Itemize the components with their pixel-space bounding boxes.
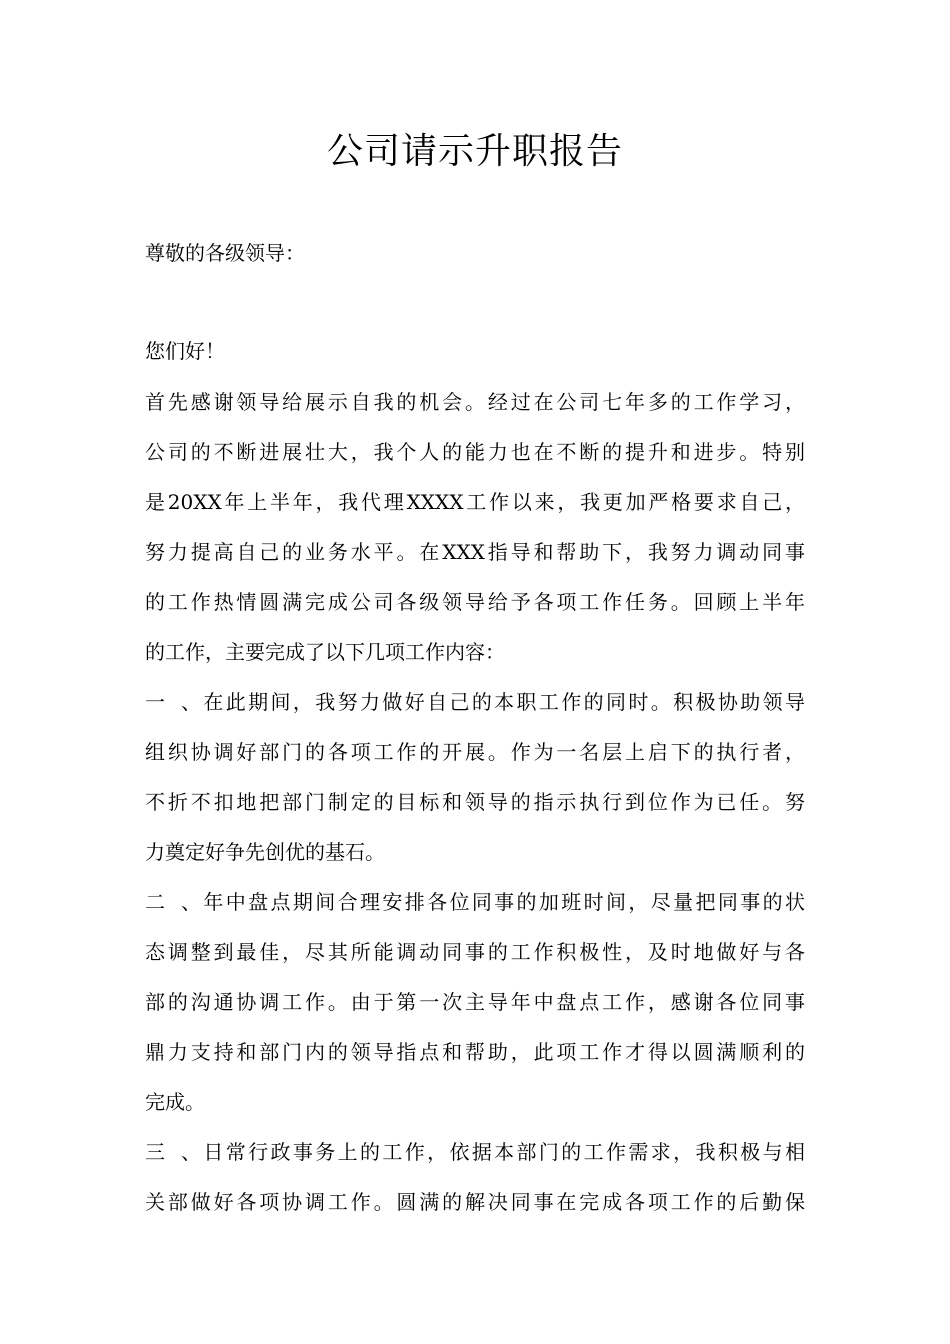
paragraph-line [145, 735, 805, 785]
paragraph-line [145, 835, 805, 885]
line-text: 完成。 [145, 1090, 205, 1114]
line-text: 态调整到最佳，尽其所能调动同事的工作积极性，及时地做好与各 [145, 940, 805, 964]
line-text: 关部做好各项协调工作。圆满的解决同事在完成各项工作的后勤保 [145, 1190, 805, 1214]
line-text: 不折不扣地把部门制定的目标和领导的指示执行到位作为已任。努 [145, 790, 805, 814]
greeting: 您们好！ [145, 339, 225, 363]
document-title: 公司请示升职报告 [326, 131, 623, 172]
line-text: 的工作，主要完成了以下几项工作内容： [145, 640, 505, 664]
paragraph-line [145, 435, 805, 485]
line-text: 部的沟通协调工作。由于第一次主导年中盘点工作，感谢各位同事 [145, 990, 805, 1014]
paragraph-line [145, 535, 805, 585]
line-text: 首先感谢领导给展示自我的机会。经过在公司七年多的工作学习， [145, 390, 805, 414]
paragraph-line [145, 585, 805, 635]
line-text: 力奠定好争先创优的基石。 [145, 840, 385, 864]
line-text: 的工作热情圆满完成公司各级领导给予各项工作任务。回顾上半年 [145, 590, 805, 614]
line-text: 是20XX年上半年，我代理XXXX工作以来，我更加严格要求自己， [145, 490, 805, 514]
list-number: 一、 [145, 690, 201, 714]
paragraph-line [145, 685, 805, 735]
paragraph-line [145, 935, 805, 985]
line-text: 鼎力支持和部门内的领导指点和帮助，此项工作才得以圆满顺利的 [145, 1040, 805, 1064]
body-text [145, 385, 805, 1235]
paragraph-line [145, 1135, 805, 1185]
line-text: 在此期间，我努力做好自己的本职工作的同时。积极协助领导 [201, 690, 805, 714]
list-number: 二、 [145, 890, 201, 914]
paragraph-line [145, 885, 805, 935]
line-text: 年中盘点期间合理安排各位同事的加班时间，尽量把同事的状 [201, 890, 805, 914]
paragraph-line [145, 785, 805, 835]
paragraph-line [145, 985, 805, 1035]
line-text: 努力提高自己的业务水平。在XXX指导和帮助下，我努力调动同事 [145, 540, 805, 564]
line-text: 公司的不断进展壮大，我个人的能力也在不断的提升和进步。特别 [145, 440, 805, 464]
paragraph-line [145, 1035, 805, 1085]
paragraph-line [145, 1185, 805, 1235]
list-number: 三、 [145, 1140, 201, 1164]
paragraph-line [145, 385, 805, 435]
line-text: 日常行政事务上的工作，依据本部门的工作需求，我积极与相 [201, 1140, 805, 1164]
line-text: 组织协调好部门的各项工作的开展。作为一名层上启下的执行者， [145, 740, 805, 764]
salutation: 尊敬的各级领导： [145, 241, 305, 265]
paragraph-line [145, 635, 805, 685]
paragraph-line [145, 1085, 805, 1135]
paragraph-line [145, 485, 805, 535]
